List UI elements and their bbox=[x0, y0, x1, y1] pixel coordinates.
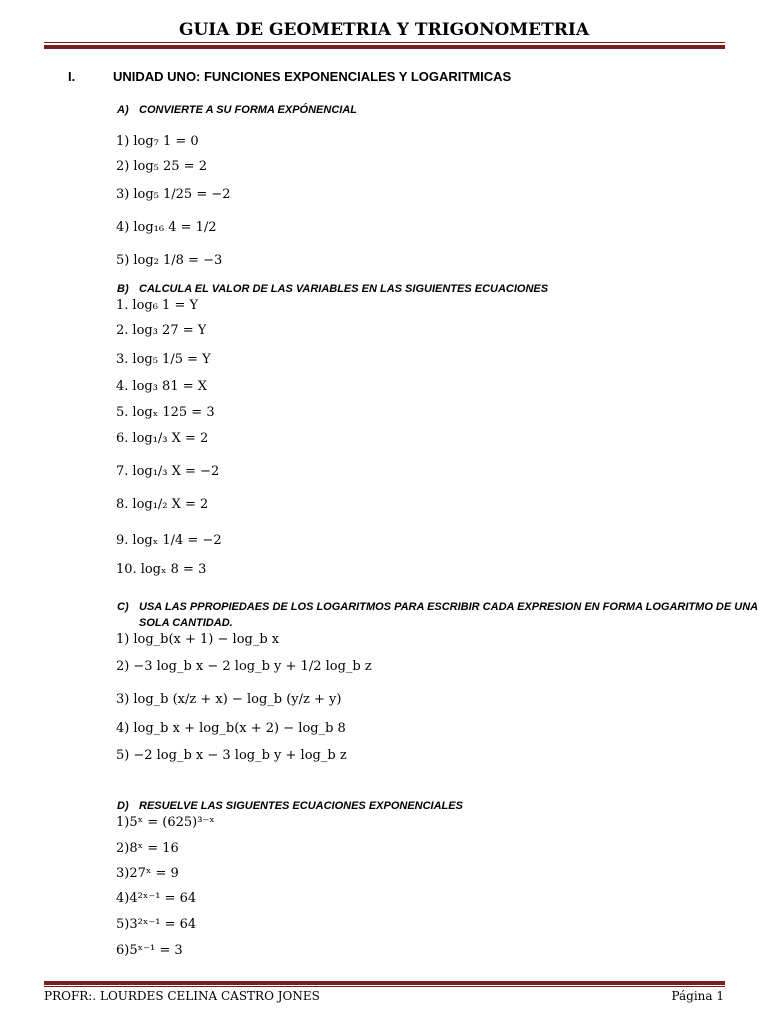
section-a-title: CONVIERTE A SU FORMA EXPÓNENCIAL bbox=[139, 104, 357, 116]
sectionD-item bbox=[116, 943, 183, 958]
item-number: 10. bbox=[116, 562, 137, 577]
sectionB-item bbox=[116, 298, 198, 313]
item-number: 7. bbox=[116, 464, 129, 479]
item-number: 2) bbox=[116, 659, 130, 674]
item-number: 1) bbox=[116, 815, 130, 830]
sectionA-item bbox=[116, 134, 199, 149]
sectionC-item bbox=[116, 632, 279, 647]
item-expression: 8ˣ = 16 bbox=[129, 841, 179, 856]
item-number: 1) bbox=[116, 632, 130, 647]
item-expression: log_b x + log_b(x + 2) − log_b 8 bbox=[133, 721, 346, 736]
sectionB-item bbox=[116, 431, 208, 446]
item-number: 8. bbox=[116, 497, 129, 512]
item-number: 3) bbox=[116, 692, 130, 707]
item-number: 3. bbox=[116, 352, 129, 367]
sectionD-item bbox=[116, 891, 196, 906]
item-number: 2) bbox=[116, 841, 130, 856]
unit-title: UNIDAD UNO: FUNCIONES EXPONENCIALES Y LOGARITMICAS bbox=[113, 69, 512, 84]
section-d-title: RESUELVE LAS SIGUENTES ECUACIONES EXPONENCIALES bbox=[139, 800, 463, 812]
item-expression: log₅ 1/5 = Y bbox=[132, 352, 211, 367]
item-number: 3) bbox=[116, 866, 130, 881]
sectionB-item bbox=[116, 352, 211, 367]
item-expression: log₁/₃ X = −2 bbox=[132, 464, 220, 479]
sectionD-item bbox=[116, 917, 196, 932]
sectionB-item bbox=[116, 405, 215, 420]
section-c-heading bbox=[117, 601, 758, 613]
item-expression: log_b (x/z + x) − log_b (y/z + y) bbox=[133, 692, 342, 707]
footer-rule-thin bbox=[44, 986, 725, 987]
item-number: 1) bbox=[116, 134, 130, 149]
sectionC-item bbox=[116, 748, 347, 763]
sectionD-item bbox=[116, 815, 215, 830]
page-title: GUIA DE GEOMETRIA Y TRIGONOMETRIA bbox=[178, 20, 590, 40]
section-a-heading bbox=[117, 104, 357, 116]
item-number: 6. bbox=[116, 431, 129, 446]
sectionC-item bbox=[116, 721, 346, 736]
item-expression: 4²ˣ⁻¹ = 64 bbox=[129, 891, 197, 906]
item-number: 4. bbox=[116, 379, 129, 394]
sectionA-item bbox=[116, 159, 207, 174]
sectionB-item bbox=[116, 323, 206, 338]
sectionD-item bbox=[116, 866, 179, 881]
item-number: 5. bbox=[116, 405, 129, 420]
unit-number: I. bbox=[68, 69, 76, 84]
item-expression: 5ˣ⁻¹ = 3 bbox=[129, 943, 183, 958]
section-a-label: A) bbox=[117, 104, 129, 116]
item-number: 2) bbox=[116, 159, 130, 174]
sectionA-item bbox=[116, 220, 217, 235]
item-expression: log₂ 1/8 = −3 bbox=[133, 253, 223, 268]
item-expression: 3²ˣ⁻¹ = 64 bbox=[129, 917, 197, 932]
item-number: 6) bbox=[116, 943, 130, 958]
section-b-title: CALCULA EL VALOR DE LAS VARIABLES EN LAS SIGUIENTES ECUACIONES bbox=[139, 283, 549, 295]
sectionC-item bbox=[116, 659, 372, 674]
footer-page-number: Página 1 bbox=[671, 989, 724, 1003]
item-expression: log₅ 1/25 = −2 bbox=[133, 187, 231, 202]
footer-rule-thick bbox=[44, 981, 725, 985]
item-number: 5) bbox=[116, 253, 130, 268]
item-expression: log₆ 1 = Y bbox=[132, 298, 199, 313]
section-c-label: C) bbox=[117, 601, 129, 613]
item-number: 1. bbox=[116, 298, 129, 313]
sectionB-item bbox=[116, 464, 219, 479]
item-expression: log₅ 25 = 2 bbox=[133, 159, 207, 174]
item-expression: log₁₆ 4 = 1/2 bbox=[133, 220, 217, 235]
item-expression: −2 log_b x − 3 log_b y + log_b z bbox=[133, 748, 347, 763]
item-expression: logₓ 1/4 = −2 bbox=[132, 533, 222, 548]
section-c-title-line2: SOLA CANTIDAD. bbox=[139, 617, 233, 629]
section-c-title-line1: USA LAS PPROPIEDAES DE LOS LOGARITMOS PARA ESCRIBIR CADA EXPRESION EN FORMA LOGARITMO DE UNA bbox=[139, 601, 759, 613]
item-expression: logₓ 8 = 3 bbox=[140, 562, 207, 577]
sectionB-item bbox=[116, 497, 208, 512]
section-d-label: D) bbox=[117, 800, 129, 812]
item-number: 2. bbox=[116, 323, 129, 338]
item-number: 4) bbox=[116, 220, 130, 235]
sectionD-item bbox=[116, 841, 179, 856]
item-expression: −3 log_b x − 2 log_b y + 1/2 log_b z bbox=[133, 659, 372, 674]
section-b-label: B) bbox=[117, 283, 129, 295]
item-expression: log₇ 1 = 0 bbox=[133, 134, 199, 149]
footer-author: PROFR:. LOURDES CELINA CASTRO JONES bbox=[44, 989, 320, 1003]
item-expression: 5ˣ = (625)³⁻ˣ bbox=[129, 815, 215, 830]
item-expression: log₁/₃ X = 2 bbox=[132, 431, 209, 446]
item-number: 5) bbox=[116, 917, 130, 932]
item-number: 5) bbox=[116, 748, 130, 763]
sectionB-item bbox=[116, 533, 222, 548]
item-number: 3) bbox=[116, 187, 130, 202]
item-expression: log₃ 81 = X bbox=[132, 379, 208, 394]
item-number: 4) bbox=[116, 721, 130, 736]
section-d-heading bbox=[117, 800, 463, 812]
sectionB-item bbox=[116, 562, 206, 577]
section-b-heading bbox=[117, 283, 548, 295]
item-number: 4) bbox=[116, 891, 130, 906]
sectionA-item bbox=[116, 187, 231, 202]
item-expression: logₓ 125 = 3 bbox=[132, 405, 215, 420]
item-expression: log_b(x + 1) − log_b x bbox=[133, 632, 280, 647]
item-number: 9. bbox=[116, 533, 129, 548]
header-rule-thin bbox=[44, 42, 725, 43]
item-expression: log₃ 27 = Y bbox=[132, 323, 207, 338]
item-expression: 27ˣ = 9 bbox=[129, 866, 179, 881]
sectionB-item bbox=[116, 379, 207, 394]
sectionC-item bbox=[116, 692, 341, 707]
sectionA-item bbox=[116, 253, 222, 268]
header-rule-thick bbox=[44, 45, 725, 49]
item-expression: log₁/₂ X = 2 bbox=[132, 497, 209, 512]
